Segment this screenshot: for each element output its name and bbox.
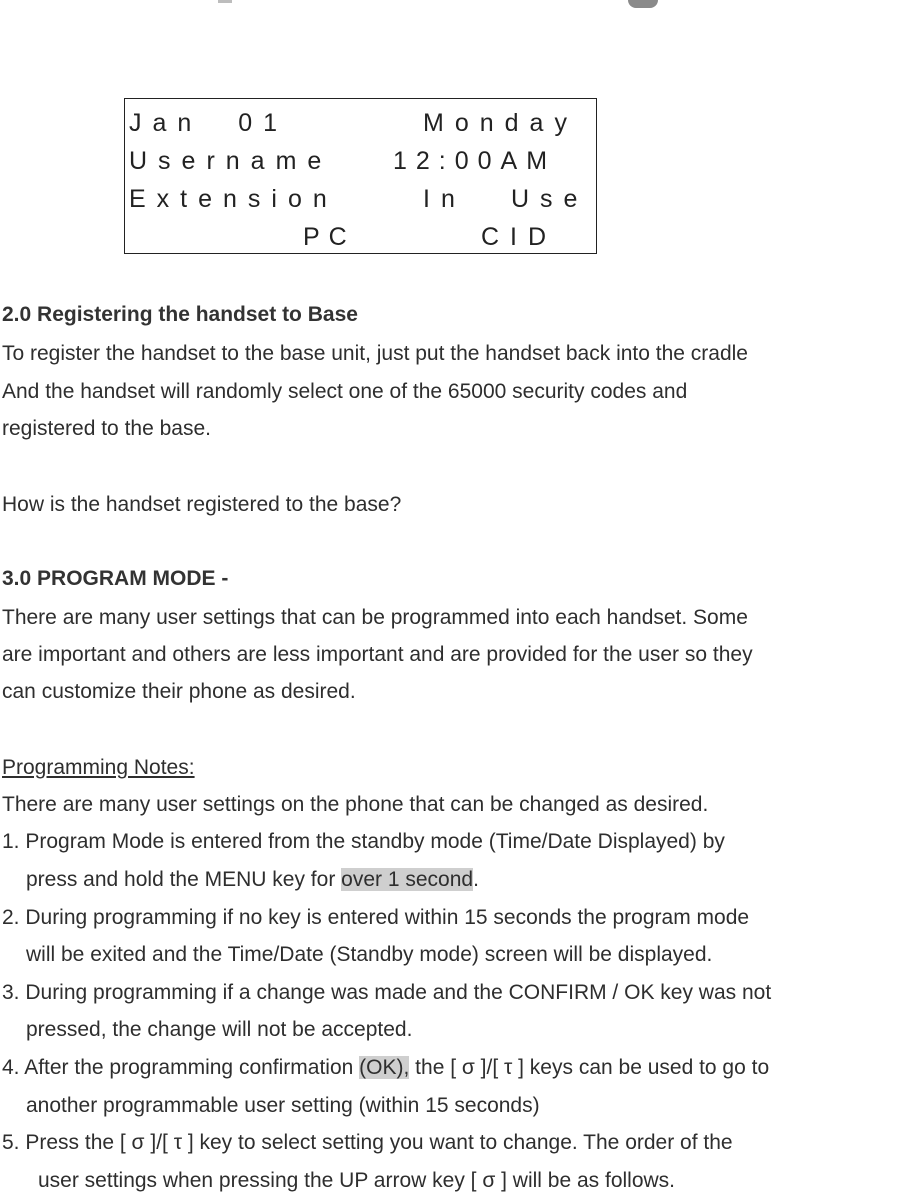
note-1: 1. Program Mode is entered from the standby mode (Time/Date Displayed) by [2,830,725,853]
lcd-in: In [423,185,466,213]
section-2-heading: 2.0 Registering the handset to Base [2,303,358,326]
note-2: 2. During programming if no key is entered within 15 seconds the program mode [2,906,750,929]
notes-intro: There are many user settings on the phone that can be changed as desired. [2,793,709,816]
lcd-extension: Extension [129,185,338,213]
note-text: the [ σ ]/[ τ ] keys can be used to go to [409,1056,770,1079]
lcd-display [124,98,597,254]
section-2-line: To register the handset to the base unit, just put the handset back into the cradle [2,342,748,365]
lcd-row-status [125,181,596,219]
note-text: . [473,868,479,891]
section-2-question: How is the handset registered to the base? [2,493,402,516]
section-3-line: are important and others are less important and are provided for the user so they [2,643,753,666]
lcd-day: Monday [423,109,578,137]
notes-heading: Programming Notes: [2,756,195,779]
note-text: 4. After the programming confirmation [2,1056,360,1079]
note-3-cont: pressed, the change will not be accepted. [26,1018,413,1041]
note-text: press and hold the MENU key for [26,868,342,891]
section-3-line: can customize their phone as desired. [2,680,356,703]
scan-artifact [628,0,658,8]
lcd-row-user [125,143,596,181]
section-2-line: registered to the base. [2,417,211,440]
lcd-softkey-pc: PC [303,223,356,251]
section-3-heading: 3.0 PROGRAM MODE - [2,567,229,590]
lcd-row-softkeys [125,219,596,257]
note-5-cont: user settings when pressing the UP arrow key [ σ ] will be as follows. [38,1169,676,1192]
highlighted-text: (OK), [359,1056,410,1079]
lcd-date: Jan 01 [129,109,289,137]
lcd-row-date [125,105,596,143]
lcd-softkey-cid: CID [481,223,558,251]
note-4-cont: another programmable user setting (within 15 seconds) [26,1094,540,1117]
note-4 [2,1055,769,1081]
lcd-use: Use [511,185,589,213]
section-3-line: There are many user settings that can be programmed into each handset. Some [2,606,748,629]
lcd-time: 12:00AM [393,147,557,175]
note-2-cont: will be exited and the Time/Date (Standby mode) screen will be displayed. [26,943,713,966]
note-3: 3. During programming if a change was made and the CONFIRM / OK key was not [2,981,772,1004]
note-5: 5. Press the [ σ ]/[ τ ] key to select setting you want to change. The order of the [2,1131,733,1154]
scan-artifact [218,0,232,3]
lcd-username: Username [129,147,333,175]
highlighted-text: over 1 second [341,868,474,891]
note-1-cont [26,867,479,893]
section-2-line: And the handset will randomly select one of the 65000 security codes and [2,380,688,403]
